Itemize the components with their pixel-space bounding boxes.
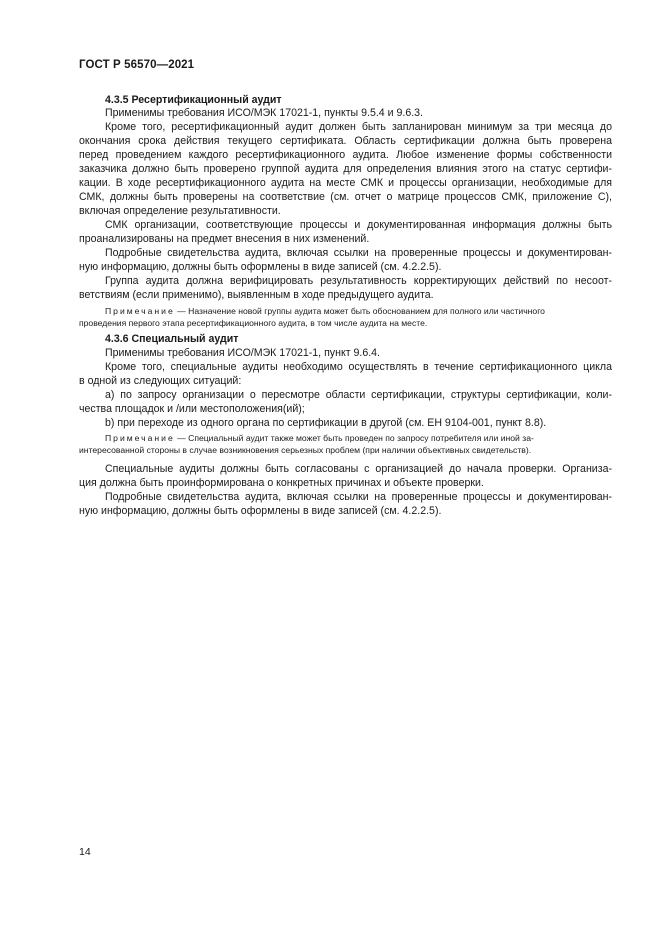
note-text: — Назначение новой группы аудита может быть обоснованием для полного или частичного (174, 306, 545, 316)
note-line: интересованной стороны в случае возникновения серьезных проблем (при наличии объективных свидетельств). (79, 445, 532, 455)
note-text: — Специальный аудит также может быть проведен по запросу потребителя или иной за- (174, 433, 534, 443)
paragraph-line: ную информацию, должны быть оформлены в виде записей (см. 4.2.2.5). (79, 505, 442, 517)
section-heading-4-3-5: 4.3.5 Ресертификационный аудит (105, 94, 282, 106)
paragraph-line: в одной из следующих ситуаций: (79, 375, 242, 387)
paragraph-line: перед проведением каждого ресертификационного аудита. Любое изменение формы собственности (79, 149, 612, 161)
paragraph-line: ция должна быть проинформирована о конкретных причинах и объекте проверки. (79, 477, 484, 489)
paragraph-line: Подробные свидетельства аудита, включая ссылки на проверенные процессы и документирован- (105, 247, 612, 259)
paragraph-line: Применимы требования ИСО/МЭК 17021-1, пункт 9.6.4. (105, 347, 381, 359)
paragraph-line: ветствиям (если применимо), выявленным в ходе предыдущего аудита. (79, 289, 434, 301)
note-line (105, 306, 612, 317)
paragraph-line: Применимы требования ИСО/МЭК 17021-1, пункты 9.5.4 и 9.6.3. (105, 107, 423, 119)
paragraph-line: включая определение результативности. (79, 205, 281, 217)
paragraph-line: проанализированы на предмет внесения в них изменений. (79, 233, 370, 245)
list-item-a: a) по запросу организации о пересмотре области сертификации, структуры сертификации, коли- (105, 389, 612, 401)
paragraph-line: заказчика должно быть проверено группой аудита для определения влияния этого на статус сертифи- (79, 163, 612, 175)
section-heading-4-3-6: 4.3.6 Специальный аудит (105, 333, 239, 345)
page-number: 14 (79, 846, 91, 858)
note-label: Примечание (105, 433, 175, 443)
list-item-a-cont: чества площадок и /или местоположения(ий); (79, 403, 305, 415)
paragraph-line: кации. В ходе ресертификационного аудита на месте СМК и процессы организации, необходимые для (79, 177, 612, 189)
paragraph-line: Специальные аудиты должны быть согласованы с организацией до начала проверки. Организа- (105, 463, 612, 475)
note-label: Примечание (105, 306, 175, 316)
paragraph-line: Группа аудита должна верифицировать результативность корректирующих действий по несоот- (105, 275, 612, 287)
paragraph-line: ную информацию, должны быть оформлены в виде записей (см. 4.2.2.5). (79, 261, 442, 273)
note-line (105, 433, 612, 444)
paragraph-line: Кроме того, ресертификационный аудит должен быть запланирован минимум за три месяца до (105, 121, 612, 133)
paragraph-line: окончания срока действия текущего сертификата. Область сертификации должна быть проверена (79, 135, 612, 147)
note-line: проведения первого этапа ресертификационного аудита, в том числе аудита на месте. (79, 318, 428, 328)
paragraph-line: СМК, должны быть проверены на соответствие (см. отчет о матрице процессов СМК, приложение С), (79, 191, 612, 203)
document-header: ГОСТ Р 56570—2021 (79, 59, 195, 71)
paragraph-line: СМК организации, соответствующие процессы и документированная информация должны быть (105, 219, 612, 231)
paragraph-line: Кроме того, специальные аудиты необходимо осуществлять в течение сертификационного цикла (105, 361, 612, 373)
paragraph-line: Подробные свидетельства аудита, включая ссылки на проверенные процессы и документирован- (105, 491, 612, 503)
list-item-b: b) при переходе из одного органа по сертификации в другой (см. ЕН 9104-001, пункт 8.8). (105, 417, 547, 429)
